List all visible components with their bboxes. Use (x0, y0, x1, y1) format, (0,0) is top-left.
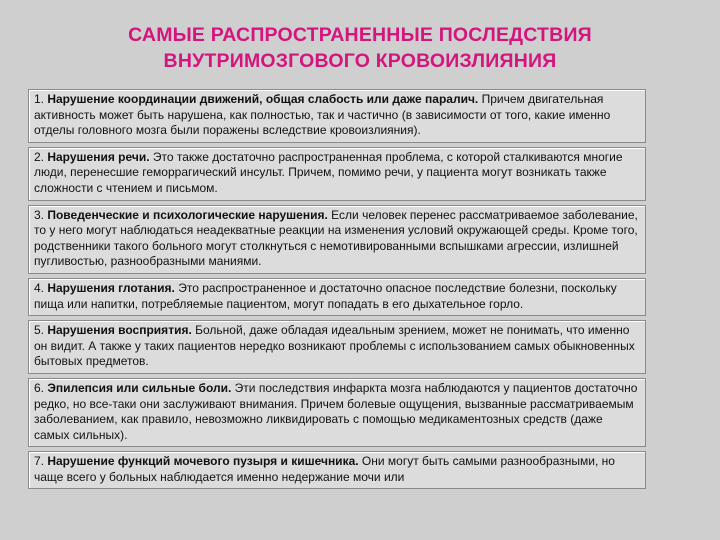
list-item (28, 378, 646, 447)
list-item (28, 205, 646, 274)
item-text: Причем двигательная активность может быть нарушена, как полностью, так и частично (в зависимости от того, какие именно отделы головного мозга были поражены вследствие кровоизлияния). (34, 92, 611, 138)
item-heading: Нарушение функций мочевого пузыря и кишечника. (47, 454, 359, 469)
slide-title-line-1: САМЫЕ РАСПРОСТРАНЕННЫЕ ПОСЛЕДСТВИЯ (128, 24, 592, 46)
item-heading: Нарушение координации движений, общая слабость или даже паралич. (47, 92, 479, 106)
item-text: Эти последствия инфаркта мозга наблюдаются у пациентов достаточно редко, но все-таки они заслуживают внимания. Причем болевые ощущения, вызванные рассматриваемым заболеванием, как правило, невозможно ликвидировать с помощью медикаментозных средств (даже самых сильных). (34, 380, 638, 442)
list-item (28, 89, 646, 143)
list-item (28, 320, 646, 374)
item-number: 1. (34, 92, 48, 106)
item-number: 6. (34, 380, 48, 395)
item-heading: Нарушения глотания. (47, 280, 175, 295)
item-number: 5. (34, 323, 48, 338)
consequences-list (28, 89, 646, 493)
item-heading: Эпилепсия или сильные боли. (47, 380, 232, 395)
item-text: Они могут быть самыми разнообразными, но чаще всего у больных наблюдается именно недержание мочи или (34, 454, 615, 484)
item-heading: Поведенческие и психологические нарушения. (47, 207, 328, 222)
item-text: Больной, даже обладая идеальным зрением, может не понимать, что именно он видит. А также у таких пациентов нередко возникают проблемы с использованием самых обыкновенных бытовых предметов. (34, 323, 635, 369)
list-item (28, 451, 646, 489)
list-item (28, 278, 646, 316)
list-item (28, 147, 646, 201)
item-number: 2. (34, 149, 48, 164)
item-number: 7. (34, 454, 48, 469)
slide-title-line-2: ВНУТРИМОЗГОВОГО КРОВОИЗЛИЯНИЯ (163, 50, 557, 72)
item-text: Если человек перенес рассматриваемое заболевание, то у него могут наблюдаться неадекватные реакции на изменения условий окружающей среды. Кроме того, родственники такого больного могут столкнуться с немотивированными вспышками агрессии, излишней пугливостью, разнообразными маниями. (34, 207, 638, 269)
item-heading: Нарушения речи. (47, 149, 150, 164)
slide-title (40, 22, 680, 74)
item-number: 3. (34, 207, 48, 222)
item-text: Это также достаточно распространенная проблема, с которой сталкиваются многие люди, перенесшие геморрагический инсульт. Причем, помимо речи, у пациента могут возникать также сложности с чтением и письмом. (34, 149, 623, 195)
item-text: Это распространенное и достаточно опасное последствие болезни, поскольку пища или напитки, потребляемые пациентом, могут попадать в его дыхательное горло. (34, 280, 617, 311)
item-heading: Нарушения восприятия. (47, 323, 192, 338)
item-number: 4. (34, 280, 48, 295)
